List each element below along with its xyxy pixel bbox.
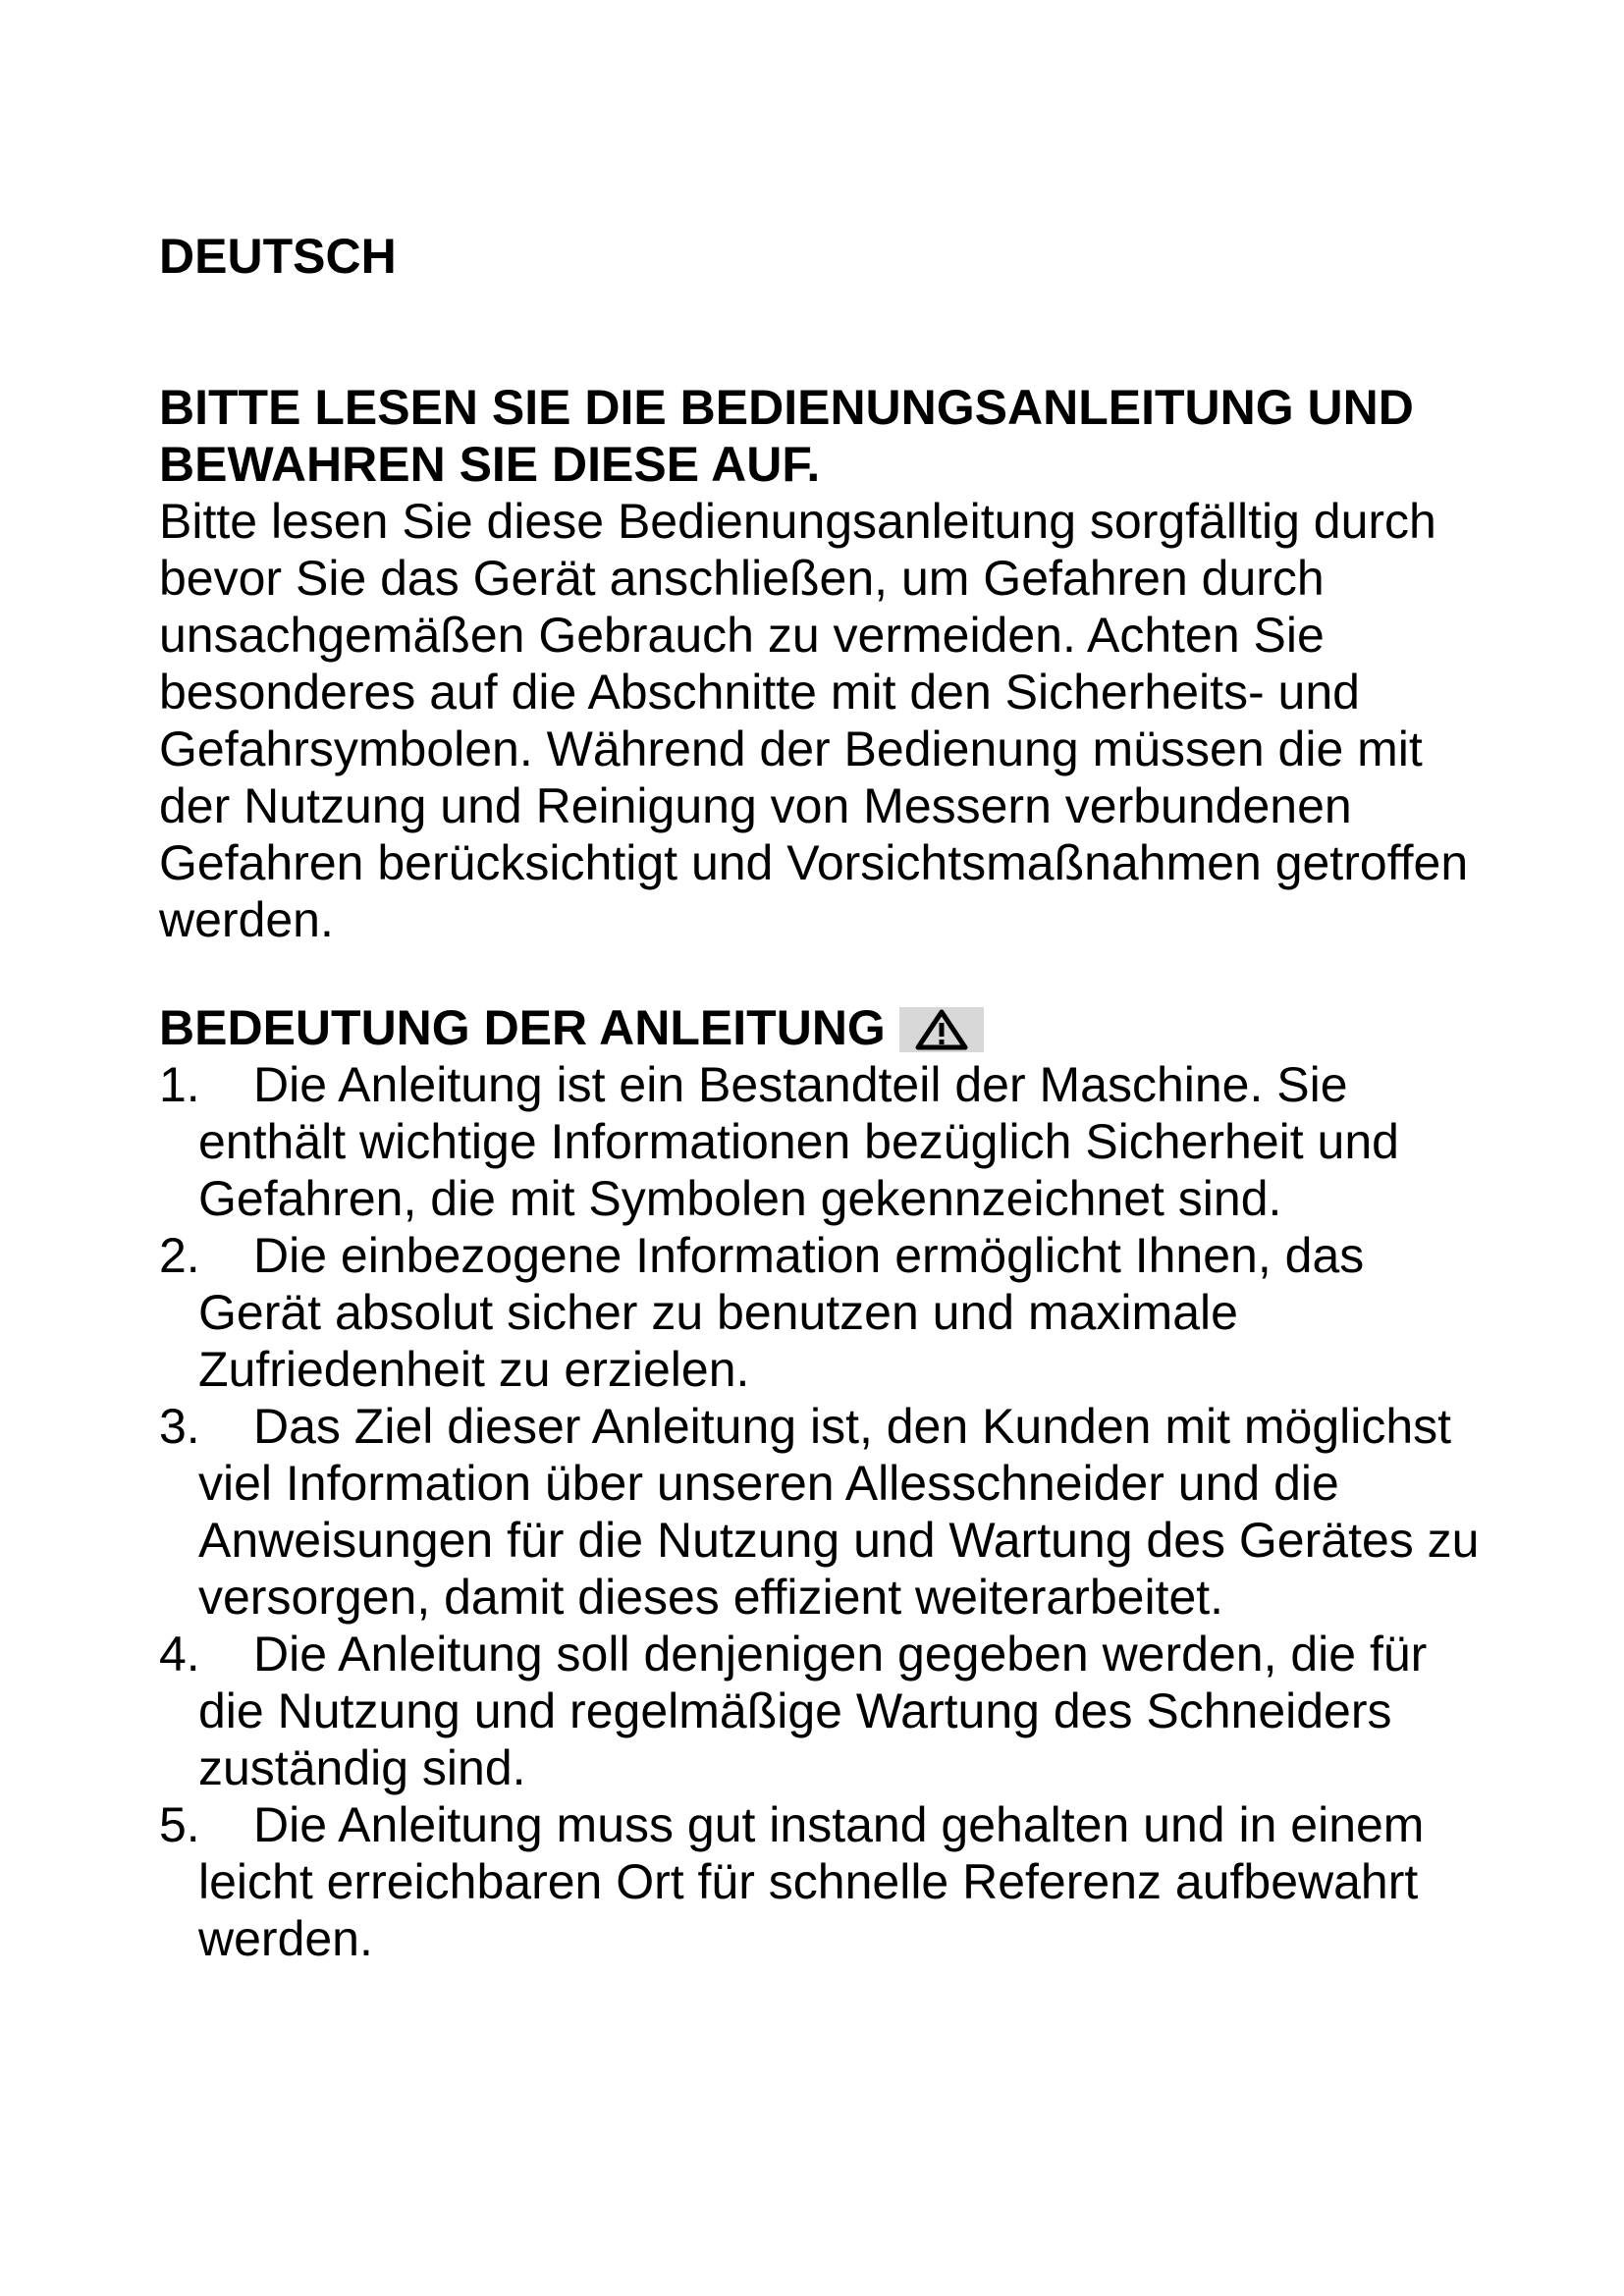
list-item-number: 1. [159, 1057, 200, 1112]
document-page [159, 228, 1485, 1967]
main-heading: BITTE LESEN SIE DIE BEDIENUNGSANLEITUNG UND BEWAHREN SIE DIESE AUF. [159, 380, 1414, 492]
section-heading [159, 999, 1485, 1056]
list-item-number: 3. [159, 1399, 200, 1454]
list-item [159, 1227, 1485, 1398]
list-item-text: Die Anleitung muss gut instand gehalten und in einem leicht erreichbaren Ort für schnelle Referenz aufbewahrt werden. [198, 1797, 1425, 1966]
list-item-number: 5. [159, 1797, 200, 1852]
list-item [159, 1056, 1485, 1227]
list-item-text: Die Anleitung ist ein Bestandteil der Maschine. Sie enthält wichtige Informationen bezüglich Sicherheit und Gefahren, die mit Symbolen gekennzeichnet sind. [198, 1057, 1399, 1226]
list-item [159, 1398, 1485, 1626]
warning-triangle-icon [899, 1007, 984, 1052]
list-item [159, 1626, 1485, 1796]
language-label: DEUTSCH [159, 229, 397, 284]
list-item [159, 1796, 1485, 1967]
list-item-number: 4. [159, 1627, 200, 1682]
list-item-text: Das Ziel dieser Anleitung ist, den Kunden mit möglichst viel Information über unseren Allesschneider und die Anweisungen für die Nutzung und Wartung des Gerätes zu versorgen, damit dieses effizient weiterarbeitet. [198, 1399, 1480, 1625]
list-item-text: Die einbezogene Information ermöglicht Ihnen, das Gerät absolut sicher zu benutzen und maximale Zufriedenheit zu erzielen. [198, 1228, 1365, 1397]
list-item-number: 2. [159, 1228, 200, 1283]
instruction-list [159, 1056, 1485, 1967]
intro-paragraph: Bitte lesen Sie diese Bedienungsanleitung sorgfälltig durch bevor Sie das Gerät anschließen, um Gefahren durch unsachgemäßen Gebrauch zu vermeiden. Achten Sie besonderes auf die Abschnitte mit den Sicherheits- und Gefahrsymbolen. Während der Bedienung müssen die mit der Nutzung und Reinigung von Messern verbundenen Gefahren berücksichtigt und Vorsichtsmaßnahmen getroffen werden. [159, 494, 1469, 947]
list-item-text: Die Anleitung soll denjenigen gegeben werden, die für die Nutzung und regelmäßige Wartung des Schneiders zuständig sind. [198, 1627, 1428, 1795]
section-title: BEDEUTUNG DER ANLEITUNG [159, 1000, 886, 1055]
